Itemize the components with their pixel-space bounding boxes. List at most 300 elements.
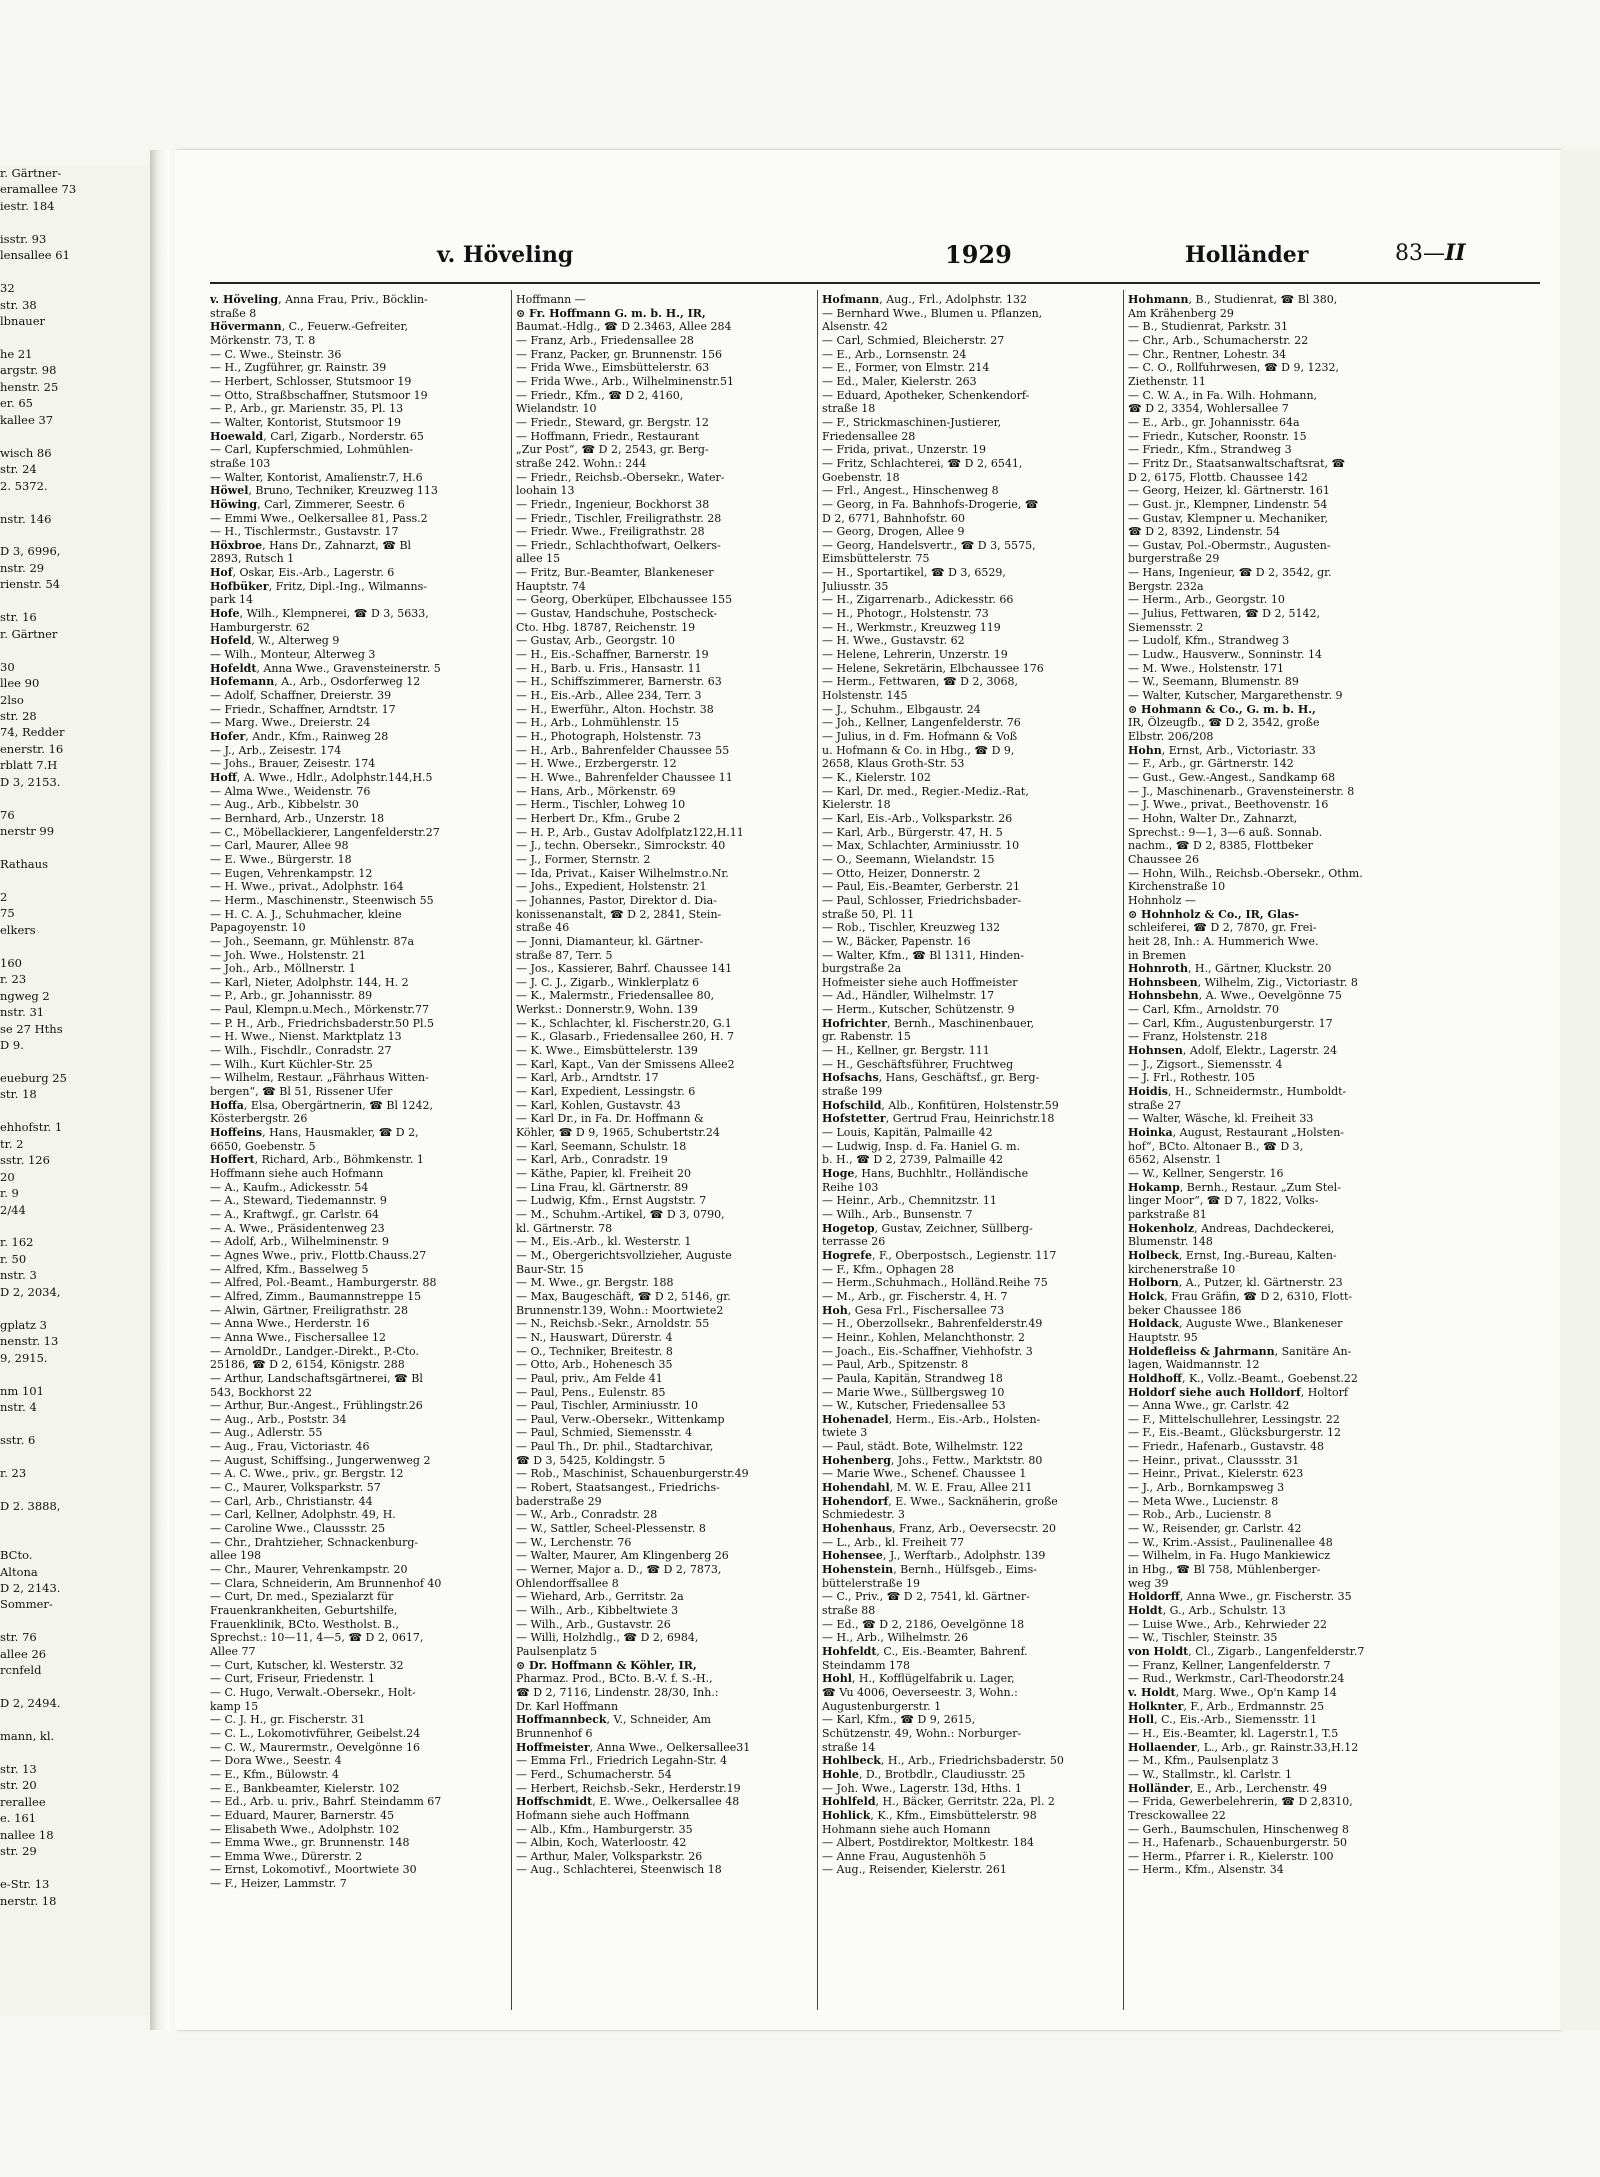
left-fragment-line — [0, 494, 150, 510]
directory-entry-line: — Agnes Wwe., priv., Flottb.Chauss.27 — [210, 1248, 427, 1262]
directory-entry-line: Hokenholz, Andreas, Dachdeckerei, — [1128, 1221, 1335, 1235]
running-header — [175, 150, 1560, 269]
directory-entry-line: — H., Barb. u. Fris., Hansastr. 11 — [516, 661, 702, 675]
directory-entry-line: Blumenstr. 148 — [1128, 1235, 1213, 1249]
directory-entry-line: — H., Oberzollsekr., Bahrenfelderstr.49 — [822, 1317, 1043, 1331]
directory-entry-line: — H., Ewerführ., Alton. Hochstr. 38 — [516, 702, 714, 716]
directory-entry-line: — A., Steward, Tiedemannstr. 9 — [210, 1194, 387, 1208]
directory-entry-line: v. Höveling, Anna Frau, Priv., Böcklin- — [210, 293, 428, 306]
left-fragment-line: 32 — [0, 281, 15, 296]
directory-entry-line: — H. Wwe., Nienst. Marktplatz 13 — [210, 1030, 402, 1044]
directory-entry-line: — Curt, Friseur, Friedenstr. 1 — [210, 1672, 376, 1686]
directory-entry-line: loohain 13 — [516, 484, 575, 498]
left-fragment-line: 160 — [0, 955, 22, 970]
directory-entry-line: — Herm.,Schuhmach., Holländ.Reihe 75 — [822, 1276, 1048, 1290]
left-fragment-line: ehhofstr. 1 — [0, 1120, 63, 1135]
left-fragment-line — [0, 1415, 150, 1431]
left-fragment-line: lbnauer — [0, 314, 46, 329]
directory-entry-line: Hauptstr. 95 — [1128, 1330, 1198, 1344]
left-fragment-line — [0, 428, 150, 444]
directory-entry-line: nachm., ☎ D 2, 8385, Flottbeker — [1128, 839, 1313, 853]
directory-entry-line: — Paul, Tischler, Arminiusstr. 10 — [516, 1399, 698, 1413]
directory-entry-line: — Friedr., Reichsb.-Obersekr., Water- — [516, 470, 725, 484]
directory-entry-line: — W., Seemann, Blumenstr. 89 — [1128, 675, 1299, 689]
directory-entry-line: straße 27 — [1128, 1098, 1182, 1112]
directory-entry-line: kamp 15 — [210, 1699, 259, 1713]
directory-entry-line: — Otto, Arb., Hohenesch 35 — [516, 1358, 673, 1372]
directory-entry-line: — Ludolf, Kfm., Strandweg 3 — [1128, 634, 1290, 648]
directory-entry-line: in Bremen — [1128, 948, 1186, 962]
left-fragment-line: str. 13 — [0, 1761, 37, 1776]
directory-entry-line: — Friedr., Schlachthofwart, Oelkers- — [516, 538, 721, 552]
directory-entry-line: — K., Glasarb., Friedensallee 260, H. 7 — [516, 1030, 734, 1044]
directory-entry-line: — Paula, Kapitän, Strandweg 18 — [822, 1371, 1003, 1385]
left-fragment-line: rcnfeld — [0, 1663, 42, 1678]
directory-entry-line: Hollaender, L., Arb., gr. Rainstr.33,H.12 — [1128, 1740, 1359, 1754]
directory-entry-line: Kirchenstraße 10 — [1128, 880, 1226, 894]
directory-entry-line: — Ludw., Hausverw., Sonninstr. 14 — [1128, 648, 1323, 662]
directory-entry-line: — K., Kielerstr. 102 — [822, 770, 931, 784]
directory-entry-line: — Georg, Oberküper, Elbchaussee 155 — [516, 593, 733, 607]
directory-entry-line: — F., Strickmaschinen-Justierer, — [822, 415, 1002, 429]
directory-entry-line: — Albert, Postdirektor, Moltkestr. 184 — [822, 1836, 1035, 1850]
directory-page — [175, 150, 1560, 2030]
directory-entry-line: Kösterbergstr. 26 — [210, 1112, 308, 1126]
directory-entry-line: — Frida Wwe., Eimsbüttelerstr. 63 — [516, 361, 710, 375]
directory-entry-line: — C., Maurer, Volksparkstr. 57 — [210, 1481, 381, 1495]
directory-entry-line: — Karl, Nieter, Adolphstr. 144, H. 2 — [210, 975, 409, 989]
directory-entry-line: — Walter, Kontorist, Stutsmoor 19 — [210, 415, 401, 429]
directory-entry-line: — Aug., Adlerstr. 55 — [210, 1426, 323, 1440]
directory-entry-line: — Herm., Tischler, Lohweg 10 — [516, 798, 686, 812]
left-fragment-line — [0, 593, 150, 609]
directory-entry-line: Ohlendorffsallee 8 — [516, 1576, 619, 1590]
directory-entry-line: — M., Kfm., Paulsenplatz 3 — [1128, 1754, 1279, 1768]
directory-entry-line: hof“, BCto. Altonaer B., ☎ D 3, — [1128, 1139, 1304, 1153]
directory-entry-line: — Otto, Heizer, Donnerstr. 2 — [822, 866, 981, 880]
directory-entry-line: — Julius, Fettwaren, ☎ D 2, 5142, — [1128, 607, 1320, 621]
directory-entry-line: ⊙ Dr. Hoffmann & Köhler, IR, — [516, 1658, 697, 1672]
directory-entry-line: Bergstr. 232a — [1128, 579, 1204, 593]
directory-entry-line: Holdefleiss & Jahrmann, Sanitäre An- — [1128, 1344, 1352, 1358]
left-fragment-line: he 21 — [0, 346, 33, 361]
directory-entry-line: Hohenhaus, Franz, Arb., Oeversecstr. 20 — [822, 1522, 1057, 1536]
directory-entry-line: Hohnsbeen, Wilhelm, Zig., Victoriastr. 8 — [1128, 975, 1358, 989]
directory-entry-line: — Alfred, Pol.-Beamt., Hamburgerstr. 88 — [210, 1276, 437, 1290]
directory-entry-line: — Wilh., Kurt Küchler-Str. 25 — [210, 1057, 373, 1071]
directory-entry-line: — Georg, Handelsvertr., ☎ D 3, 5575, — [822, 538, 1036, 552]
directory-entry-line: — Arthur, Landschaftsgärtnerei, ☎ Bl — [210, 1371, 423, 1385]
directory-entry-line: Hohenberg, Johs., Fettw., Marktstr. 80 — [822, 1453, 1043, 1467]
left-fragment-line: D 2, 2143. — [0, 1580, 61, 1595]
column-divider — [817, 290, 818, 2010]
directory-entry-line: Hoinka, August, Restaurant „Holsten- — [1128, 1126, 1344, 1140]
directory-entry-line: — C., Möbellackierer, Langenfelderstr.27 — [210, 825, 440, 839]
directory-entry-line: — Frida Wwe., Arb., Wilhelminenstr.51 — [516, 374, 734, 388]
directory-entry-line: — Max, Schlachter, Arminiusstr. 10 — [822, 839, 1020, 853]
directory-entry-line: Hohenadel, Herm., Eis.-Arb., Holsten- — [822, 1412, 1041, 1426]
left-fragment-line: eueburg 25 — [0, 1070, 67, 1085]
directory-entry-line: Hohenstein, Bernh., Hülfsgeb., Eims- — [822, 1563, 1038, 1577]
directory-entry-line: — K. Wwe., Eimsbüttelerstr. 139 — [516, 1044, 698, 1058]
left-fragment-line: r. 23 — [0, 972, 27, 987]
directory-entry-line: Hof, Oskar, Eis.-Arb., Lagerstr. 6 — [210, 566, 395, 580]
directory-entry-line: straße 87, Terr. 5 — [516, 948, 613, 962]
directory-entry-line: straße 199 — [822, 1085, 883, 1099]
directory-entry-line: — Max, Baugeschäft, ☎ D 2, 5146, gr. — [516, 1289, 731, 1303]
directory-entry-line: Hauptstr. 74 — [516, 579, 586, 593]
left-fragment-line: str. 18 — [0, 1087, 37, 1102]
directory-entry-line: Frauenkrankheiten, Geburtshilfe, — [210, 1604, 398, 1617]
scan-right-margin — [1560, 150, 1600, 2030]
left-fragment-line: enerstr. 16 — [0, 741, 64, 756]
directory-entry-line: — Ludwig, Kfm., Ernst Augststr. 7 — [516, 1194, 707, 1208]
directory-entry-line: — Alb., Kfm., Hamburgerstr. 35 — [516, 1822, 693, 1836]
directory-entry-line: — Karl, Expedient, Lessingstr. 6 — [516, 1085, 696, 1099]
directory-entry-line: — W., Sattler, Scheel-Plessenstr. 8 — [516, 1522, 706, 1536]
directory-entry-line: — Heinr., privat., Claussstr. 31 — [1128, 1453, 1300, 1467]
directory-entry-line: — Carl, Schmied, Bleicherstr. 27 — [822, 333, 1005, 347]
directory-entry-line: — Helene, Lehrerin, Unzerstr. 19 — [822, 648, 1008, 662]
directory-entry-line: Hofeld, W., Alterweg 9 — [210, 634, 340, 648]
directory-entry-line: Juliusstr. 35 — [822, 579, 889, 593]
directory-entry-line: — Käthe, Papier, kl. Freiheit 20 — [516, 1167, 691, 1180]
directory-entry-line: — F., Mittelschullehrer, Lessingstr. 22 — [1128, 1412, 1340, 1426]
directory-entry-line: ☎ D 2, 3354, Wohlersallee 7 — [1128, 402, 1289, 416]
directory-entry-line: Hofschild, Alb., Konfitüren, Holstenstr.59 — [822, 1098, 1059, 1112]
directory-entry-line: — Herm., Kutscher, Schützenstr. 9 — [822, 1003, 1015, 1017]
left-fragment-line: rblatt 7.H — [0, 758, 58, 773]
directory-entry-line: Hohlfeld, H., Bäcker, Gerritstr. 22a, Pl. 2 — [822, 1795, 1055, 1809]
directory-entry-line: Allee 77 — [210, 1644, 256, 1658]
directory-entry-line: straße 46 — [516, 921, 570, 935]
directory-entry-line: — Hans, Ingenieur, ☎ D 2, 3542, gr. — [1128, 566, 1332, 580]
left-fragment-line: Altona — [0, 1564, 38, 1579]
directory-entry-line: Höxbroe, Hans Dr., Zahnarzt, ☎ Bl — [210, 538, 412, 552]
directory-entry-line: burgstraße 2a — [822, 962, 902, 976]
directory-entry-line: Ziethenstr. 11 — [1128, 374, 1206, 388]
directory-entry-line: — P., Arb., gr. Johannisstr. 89 — [210, 989, 373, 1003]
directory-entry-line: Hofmann siehe auch Hoffmann — [516, 1808, 690, 1822]
directory-entry-line: — Chr., Drahtzieher, Schnackenburg- — [210, 1535, 419, 1549]
directory-entry-line: Papagoyenstr. 10 — [210, 921, 306, 935]
directory-entry-line: — Georg, Drogen, Allee 9 — [822, 525, 965, 539]
directory-entry-line: — Paul, Verw.-Obersekr., Wittenkamp — [516, 1412, 725, 1426]
directory-entry-line: — Paul, städt. Bote, Wilhelmstr. 122 — [822, 1440, 1024, 1454]
directory-entry-line: — Arthur, Maler, Volksparkstr. 26 — [516, 1849, 703, 1863]
directory-entry-line: Holdorff, Anna Wwe., gr. Fischerstr. 35 — [1128, 1590, 1352, 1604]
left-fragment-line: llee 90 — [0, 676, 40, 691]
directory-entry-line: — Eugen, Vehrenkampstr. 12 — [210, 866, 373, 880]
left-fragment-line: 30 — [0, 659, 15, 674]
directory-entry-line: Hofbüker, Fritz, Dipl.-Ing., Wilmanns- — [210, 579, 427, 593]
directory-entry-line: — A., Kraftwgf., gr. Carlstr. 64 — [210, 1207, 380, 1221]
directory-entry-line: — Anna Wwe., Fischersallee 12 — [210, 1330, 386, 1344]
directory-entry-line: — Emmi Wwe., Oelkersallee 81, Pass.2 — [210, 511, 428, 525]
directory-entry-line: — H. Wwe., privat., Adolphstr. 164 — [210, 880, 404, 894]
directory-entry-line: — Ed., Maler, Kielerstr. 263 — [822, 374, 977, 388]
directory-entry-line: — H. Wwe., Gustavstr. 62 — [822, 634, 965, 648]
directory-entry-line: — K., Schlachter, kl. Fischerstr.20, G.1 — [516, 1016, 732, 1030]
directory-entry-line: — Wilh., Arb., Kibbeltwiete 3 — [516, 1604, 679, 1617]
directory-entry-line: Hogetop, Gustav, Zeichner, Süllberg- — [822, 1221, 1033, 1235]
directory-entry-line: — W., Bäcker, Papenstr. 16 — [822, 934, 971, 948]
left-fragment-line: eramallee 73 — [0, 182, 77, 197]
left-fragment-line: nstr. 31 — [0, 1005, 45, 1020]
directory-entry-line: Hohnsen, Adolf, Elektr., Lagerstr. 24 — [1128, 1044, 1338, 1058]
directory-entry-line: schleiferei, ☎ D 2, 7870, gr. Frei- — [1128, 921, 1317, 935]
left-fragment-line — [0, 1448, 150, 1464]
directory-entry-line: — Friedr., Steward, gr. Bergstr. 12 — [516, 415, 709, 429]
left-fragment-line: D 9. — [0, 1038, 24, 1053]
directory-entry-line: — W., Stallmstr., kl. Carlstr. 1 — [1128, 1767, 1292, 1781]
directory-entry-line: Hoff, A. Wwe., Hdlr., Adolphstr.144,H.5 — [210, 770, 433, 784]
directory-entry-line: ☎ D 2, 8392, Lindenstr. 54 — [1128, 525, 1281, 539]
directory-entry-line: — C. Hugo, Verwalt.-Obersekr., Holt- — [210, 1685, 416, 1699]
directory-entry-line: heit 28, Inh.: A. Hummerich Wwe. — [1128, 934, 1319, 948]
directory-entry-line: straße 8 — [210, 306, 257, 320]
directory-entry-line: — Wilh., Fischdlr., Conradstr. 27 — [210, 1044, 392, 1058]
directory-entry-line: Hoge, Hans, Buchhltr., Holländische — [822, 1167, 1029, 1180]
directory-entry-line: — Hohn, Wilh., Reichsb.-Obersekr., Othm. — [1128, 866, 1363, 880]
directory-entry-line: — ArnoldDr., Landger.-Direkt., P.-Cto. — [210, 1344, 419, 1358]
left-fragment-line: wisch 86 — [0, 445, 52, 460]
directory-entry-line: Baur-Str. 15 — [516, 1262, 584, 1276]
left-fragment-line: rerallee — [0, 1794, 46, 1809]
directory-entry-line: — Karl, Arb., Bürgerstr. 47, H. 5 — [822, 825, 1003, 839]
directory-entry-line: Holdorf siehe auch Holldorf, Holtorf — [1128, 1385, 1348, 1399]
directory-entry-line: — Joh., Seemann, gr. Mühlenstr. 87a — [210, 934, 415, 948]
directory-entry-line: kl. Gärtnerstr. 78 — [516, 1221, 613, 1235]
directory-entry-line: — Aug., Frau, Victoriastr. 46 — [210, 1440, 370, 1454]
directory-entry-line: Werkst.: Donnerstr.9, Wohn. 139 — [516, 1003, 698, 1017]
directory-entry-line: Wielandstr. 10 — [516, 402, 597, 416]
directory-entry-line: Reihe 103 — [822, 1180, 879, 1194]
directory-entry-line: ☎ D 2, 7116, Lindenstr. 28/30, Inh.: — [516, 1685, 719, 1699]
directory-entry-line: — Curt, Kutscher, kl. Westerstr. 32 — [210, 1658, 404, 1672]
directory-entry-line: — Louis, Kapitän, Palmaille 42 — [822, 1126, 993, 1140]
directory-entry-line: Friedensallee 28 — [822, 429, 916, 443]
directory-entry-line: — E., Bankbeamter, Kielerstr. 102 — [210, 1781, 400, 1795]
column-3 — [822, 293, 1118, 2013]
directory-entry-line: — Otto, Straßbschaffner, Stutsmoor 19 — [210, 388, 428, 402]
directory-entry-line: Goebenstr. 18 — [822, 470, 900, 484]
directory-entry-line: — Marg. Wwe., Dreierstr. 24 — [210, 716, 371, 730]
left-fragment-line: tr. 2 — [0, 1136, 24, 1151]
directory-entry-line: — Ida, Privat., Kaiser Wilhelmstr.o.Nr. — [516, 866, 729, 880]
directory-entry-line: — H., Eis.-Beamter, kl. Lagerstr.1, T.5 — [1128, 1726, 1339, 1740]
left-fragment-line: allee 26 — [0, 1646, 47, 1661]
directory-entry-line: — Marie Wwe., Schenef. Chaussee 1 — [822, 1467, 1027, 1481]
left-fragment-line: nerstr 99 — [0, 824, 55, 839]
directory-entry-line: Hoffmannbeck, V., Schneider, Am — [516, 1713, 711, 1727]
directory-entry-line: — Anne Frau, Augustenhöh 5 — [822, 1849, 987, 1863]
directory-entry-line: Brunnenstr.139, Wohn.: Moortwiete2 — [516, 1303, 724, 1317]
directory-entry-line: — Alwin, Gärtner, Freiligrathstr. 28 — [210, 1303, 409, 1317]
left-fragment-line: 75 — [0, 906, 15, 921]
directory-entry-line: u. Hofmann & Co. in Hbg., ☎ D 9, — [822, 743, 1015, 757]
directory-entry-line: — Fritz Dr., Staatsanwaltschaftsrat, ☎ — [1128, 456, 1346, 470]
directory-entry-line: — Arthur, Bur.-Angest., Frühlingstr.26 — [210, 1399, 423, 1413]
directory-entry-line: — Herm., Maschinenstr., Steenwisch 55 — [210, 893, 434, 907]
directory-entry-line: straße 103 — [210, 456, 271, 470]
left-fragment-line: nstr. 29 — [0, 560, 45, 575]
directory-entry-line: — H. C. A. J., Schuhmacher, kleine — [210, 907, 402, 921]
directory-entry-line: — Georg, Heizer, kl. Gärtnerstr. 161 — [1128, 484, 1330, 498]
directory-entry-line: — W., Tischler, Steinstr. 35 — [1128, 1631, 1278, 1645]
directory-entry-line: — Herm., Pfarrer i. R., Kielerstr. 100 — [1128, 1849, 1334, 1863]
directory-entry-line: Hoffmann — — [516, 293, 586, 306]
directory-entry-line: — Bernhard Wwe., Blumen u. Pflanzen, — [822, 306, 1043, 320]
directory-entry-line: — Curt, Dr. med., Spezialarzt für — [210, 1590, 394, 1604]
directory-entry-line: Paulsenplatz 5 — [516, 1644, 598, 1658]
directory-entry-line: — Marie Wwe., Süllbergsweg 10 — [822, 1385, 1005, 1399]
directory-entry-line: — W., Kutscher, Friedensallee 53 — [822, 1399, 1006, 1413]
directory-entry-line: — Gustav, Pol.-Obermstr., Augusten- — [1128, 538, 1331, 552]
directory-entry-line: — Carl, Kupferschmied, Lohmühlen- — [210, 443, 414, 457]
directory-entry-line: — Karl, Eis.-Arb., Volksparkstr. 26 — [822, 811, 1013, 825]
directory-entry-line: — L., Arb., kl. Freiheit 77 — [822, 1535, 965, 1549]
directory-entry-line: — Friedr., Kfm., Strandweg 3 — [1128, 443, 1292, 457]
left-fragment-line: elkers — [0, 922, 36, 937]
directory-entry-line: Hohensee, J., Werftarb., Adolphstr. 139 — [822, 1549, 1046, 1563]
directory-entry-line: Hamburgerstr. 62 — [210, 620, 310, 634]
directory-entry-line: — J., Zigsort., Siemensstr. 4 — [1128, 1057, 1283, 1071]
column-divider — [511, 290, 512, 2010]
directory-entry-line: — Joh., Kellner, Langenfelderstr. 76 — [822, 716, 1021, 730]
directory-entry-line: Sprechst.: 9—1, 3—6 auß. Sonnab. — [1128, 825, 1323, 839]
directory-entry-line: — Gerh., Baumschulen, Hinschenweg 8 — [1128, 1822, 1350, 1836]
directory-entry-line: — C. O., Rollfuhrwesen, ☎ D 9, 1232, — [1128, 361, 1339, 375]
directory-entry-line: — H., Arb., Bahrenfelder Chaussee 55 — [516, 743, 730, 757]
left-fragment-line: gplatz 3 — [0, 1317, 47, 1332]
directory-entry-line: — Karl, Kohlen, Gustavstr. 43 — [516, 1098, 681, 1112]
directory-entry-line: Holbeck, Ernst, Ing.-Bureau, Kalten- — [1128, 1248, 1337, 1262]
left-page-fragment — [0, 165, 150, 2015]
left-fragment-line: str. 24 — [0, 462, 37, 477]
directory-entry-line: — F., Arb., gr. Gärtnerstr. 142 — [1128, 757, 1294, 771]
directory-entry-line: — Paul, priv., Am Felde 41 — [516, 1371, 663, 1385]
directory-entry-line: — Emma Wwe., Dürerstr. 2 — [210, 1849, 363, 1863]
directory-entry-line: — Herbert, Reichsb.-Sekr., Herderstr.19 — [516, 1781, 741, 1795]
directory-entry-line: Hofer, Andr., Kfm., Rainweg 28 — [210, 730, 389, 743]
directory-entry-line: — H. P., Arb., Gustav Adolfplatz122,H.11 — [516, 825, 744, 839]
directory-entry-line: — Karl, Arb., Conradstr. 19 — [516, 1153, 668, 1167]
directory-entry-line: — J., Schuhm., Elbgaustr. 24 — [822, 702, 981, 716]
directory-entry-line: — Jos., Kassierer, Bahrf. Chaussee 141 — [516, 962, 733, 976]
directory-entry-line: Hohmann siehe auch Homann — [822, 1822, 991, 1836]
left-fragment-line: sstr. 126 — [0, 1153, 50, 1168]
directory-entry-line: — P. H., Arb., Friedrichsbaderstr.50 Pl.5 — [210, 1016, 435, 1030]
directory-entry-line: Eimsbüttelerstr. 75 — [822, 552, 930, 566]
directory-entry-line: Hofe, Wilh., Klempnerei, ☎ D 3, 5633, — [210, 607, 429, 621]
directory-entry-line: Hoidis, H., Schneidermstr., Humboldt- — [1128, 1085, 1347, 1099]
directory-entry-line: — Karl Dr., in Fa. Dr. Hoffmann & — [516, 1112, 704, 1126]
directory-entry-line: Hohlbeck, H., Arb., Friedrichsbaderstr. 50 — [822, 1754, 1064, 1768]
directory-entry-line: Hofeldt, Anna Wwe., Gravensteinerstr. 5 — [210, 661, 441, 675]
directory-entry-line: — H., Eis.-Arb., Allee 234, Terr. 3 — [516, 689, 702, 703]
directory-entry-line: baderstraße 29 — [516, 1494, 602, 1508]
directory-entry-line: — Friedr., Hafenarb., Gustavstr. 48 — [1128, 1440, 1324, 1454]
left-fragment-line — [0, 1366, 150, 1382]
directory-entry-line: bergen“, ☎ Bl 51, Rissener Ufer — [210, 1085, 393, 1099]
directory-entry-line: — Ferd., Schumacherstr. 54 — [516, 1767, 672, 1781]
directory-entry-line: Siemensstr. 2 — [1128, 620, 1204, 634]
directory-entry-line: beker Chaussee 186 — [1128, 1303, 1242, 1317]
directory-entry-line: — Eduard, Maurer, Barnerstr. 45 — [210, 1808, 395, 1822]
left-fragment-line: 2 — [0, 889, 8, 904]
directory-entry-line: — J., Arb., Bornkampsweg 3 — [1128, 1481, 1285, 1495]
directory-entry-line: — J., Maschinenarb., Gravensteinerstr. 8 — [1128, 784, 1355, 798]
directory-entry-line: — J. Wwe., privat., Beethovenstr. 16 — [1128, 798, 1329, 812]
directory-entry-line: — N., Reichsb.-Sekr., Arnoldstr. 55 — [516, 1317, 710, 1331]
directory-entry-line: — August, Schiffsing., Jungerwenweg 2 — [210, 1453, 431, 1467]
left-fragment-line: 9, 2915. — [0, 1350, 48, 1365]
directory-entry-line: Mörkenstr. 73, T. 8 — [210, 333, 316, 347]
directory-entry-line: — Willi, Holzhdlg., ☎ D 2, 6984, — [516, 1631, 699, 1645]
directory-entry-line: v. Holdt, Marg. Wwe., Op'n Kamp 14 — [1128, 1685, 1337, 1699]
header-year: 1929 — [945, 240, 1012, 269]
directory-entry-line: — H. Wwe., Bahrenfelder Chaussee 11 — [516, 770, 733, 784]
directory-entry-line: — Wilh., Monteur, Alterweg 3 — [210, 648, 376, 662]
directory-entry-line: — W., Kellner, Sengerstr. 16 — [1128, 1167, 1284, 1180]
directory-entry-line: Hohnholz — — [1128, 893, 1196, 907]
directory-entry-line: Hofmann, Aug., Frl., Adolphstr. 132 — [822, 293, 1028, 306]
column-divider — [1123, 290, 1124, 2010]
directory-entry-line: — J. Frl., Rothestr. 105 — [1128, 1071, 1255, 1085]
left-fragment-line: str. 20 — [0, 1778, 37, 1793]
directory-entry-line: — H., Arb., Wilhelmstr. 26 — [822, 1631, 969, 1645]
directory-entry-line: — P., Arb., gr. Marienstr. 35, Pl. 13 — [210, 402, 404, 416]
directory-entry-line: — Rob., Maschinist, Schauenburgerstr.49 — [516, 1467, 749, 1481]
directory-entry-line: lagen, Waidmannstr. 12 — [1128, 1358, 1260, 1372]
left-fragment-line: nenstr. 13 — [0, 1334, 59, 1349]
directory-entry-line: — Rud., Werkmstr., Carl-Theodorstr.24 — [1128, 1672, 1345, 1686]
left-fragment-line — [0, 1860, 150, 1876]
directory-entry-line: — Paul, Schlosser, Friedrichsbader- — [822, 893, 1022, 907]
directory-entry-line: — Joh., Arb., Möllnerstr. 1 — [210, 962, 356, 976]
directory-entry-line: — M., Obergerichtsvollzieher, Auguste — [516, 1248, 732, 1262]
directory-entry-line: — Paul, Pens., Eulenstr. 85 — [516, 1385, 666, 1399]
directory-entry-line: Hohendahl, M. W. E. Frau, Allee 211 — [822, 1481, 1033, 1495]
directory-entry-line: 25186, ☎ D 2, 6154, Königstr. 288 — [210, 1358, 405, 1372]
directory-entry-line: — H., Zugführer, gr. Rainstr. 39 — [210, 361, 387, 375]
left-fragment-line — [0, 1613, 150, 1629]
directory-entry-line: Cto. Hbg. 18787, Reichenstr. 19 — [516, 620, 696, 634]
directory-entry-line: — W., Reisender, gr. Carlstr. 42 — [1128, 1522, 1302, 1536]
directory-entry-line: straße 50, Pl. 11 — [822, 907, 915, 921]
directory-entry-line: ☎ D 3, 5425, Koldingstr. 5 — [516, 1453, 666, 1467]
left-fragment-line: nstr. 4 — [0, 1399, 37, 1414]
left-fragment-line: r. 162 — [0, 1235, 34, 1250]
directory-entry-line: „Zur Post“, ☎ D 2, 2543, gr. Berg- — [516, 443, 709, 457]
left-fragment-line: lensallee 61 — [0, 248, 70, 263]
directory-entry-line: Augustenburgerstr. 1 — [822, 1699, 942, 1713]
directory-entry-line: — Jonni, Diamanteur, kl. Gärtner- — [516, 934, 704, 948]
left-fragment-line: D 3, 2153. — [0, 774, 61, 789]
left-fragment-line: str. 29 — [0, 1844, 37, 1859]
directory-entry-line: — B., Studienrat, Parkstr. 31 — [1128, 320, 1288, 334]
left-fragment-line: 74, Redder — [0, 725, 65, 740]
directory-entry-line: Hogrefe, F., Oberpostsch., Legienstr. 117 — [822, 1248, 1057, 1262]
directory-entry-line: — Heinr., Kohlen, Melanchthonstr. 2 — [822, 1330, 1025, 1344]
directory-entry-line: — H., Arb., Lohmühlenstr. 15 — [516, 716, 680, 730]
directory-entry-line: park 14 — [210, 593, 254, 607]
directory-entry-line: — Dora Wwe., Seestr. 4 — [210, 1754, 342, 1768]
directory-entry-line: — Wilhelm, in Fa. Hugo Mankiewicz — [1128, 1549, 1331, 1563]
directory-entry-line: — A., Kaufm., Adickesstr. 54 — [210, 1180, 369, 1194]
left-fragment-line — [0, 1712, 150, 1728]
